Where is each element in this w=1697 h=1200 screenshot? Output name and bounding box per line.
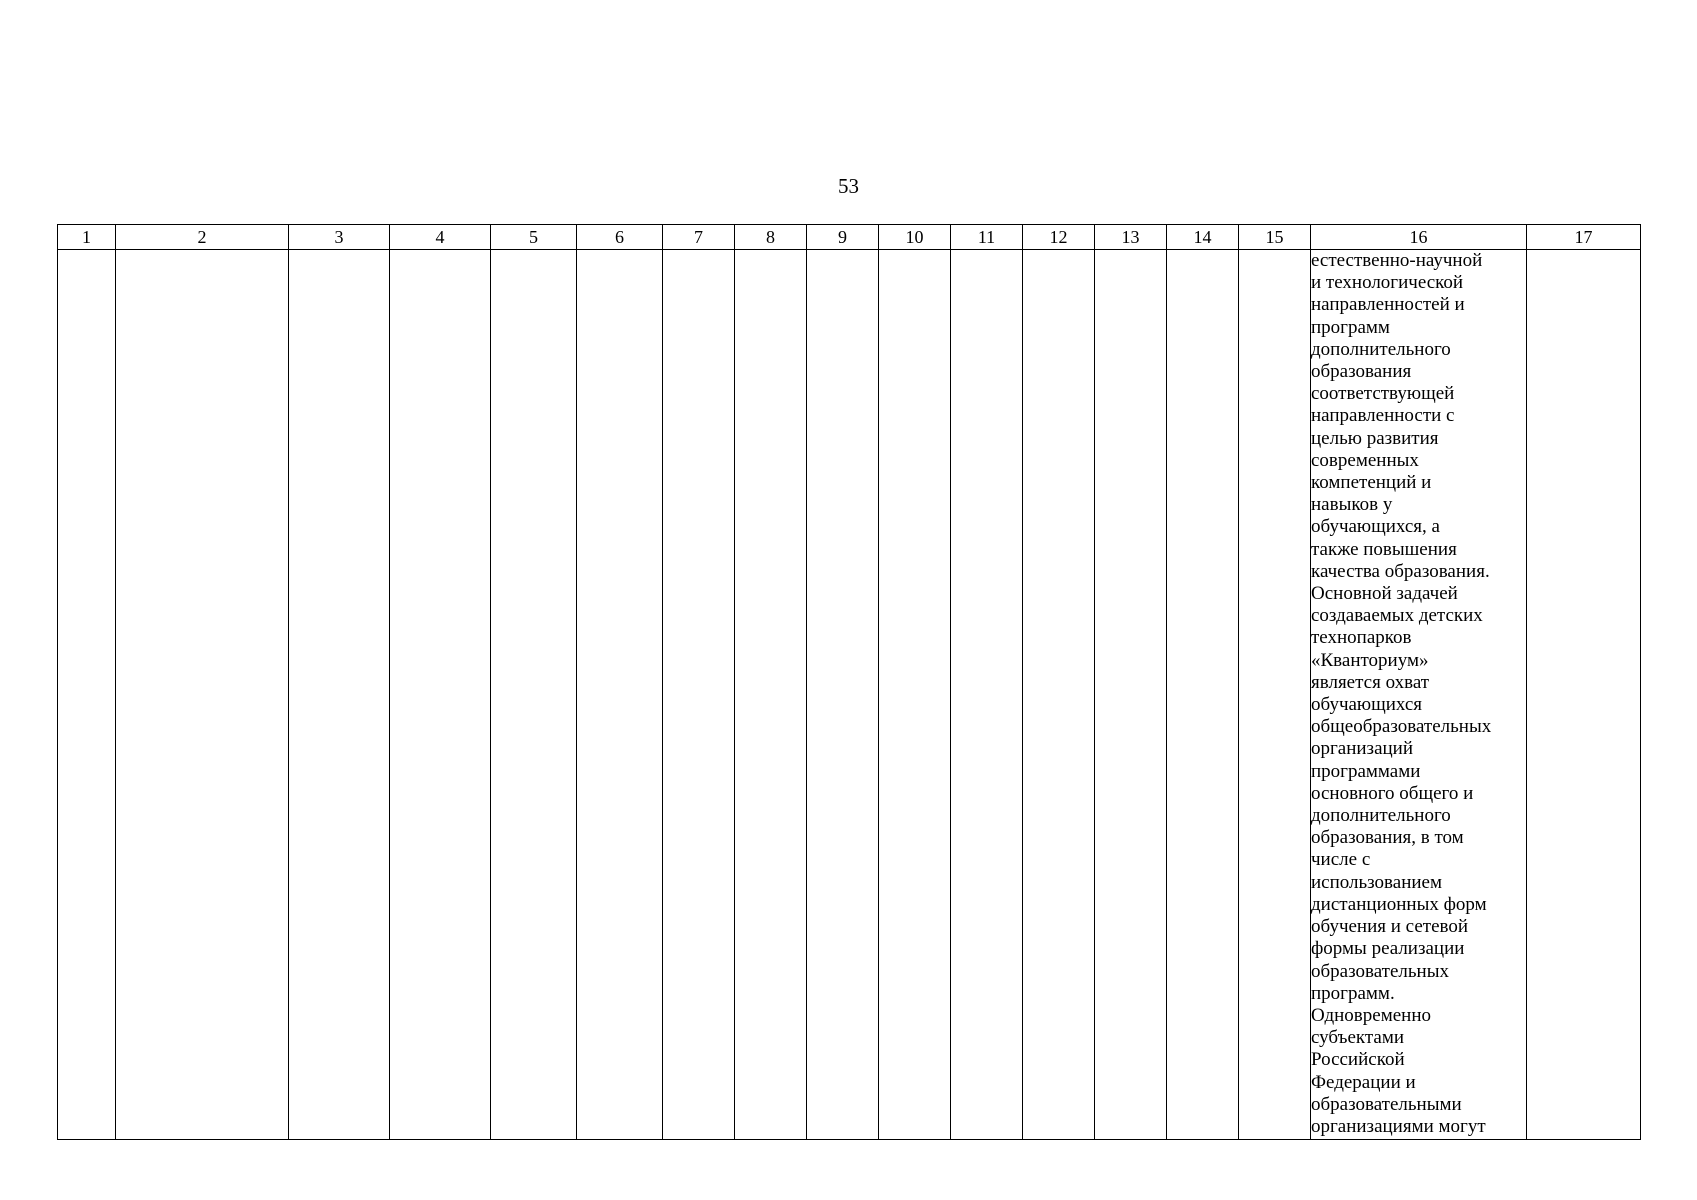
column-header-4: 4 [390,225,491,250]
header-row [58,225,1641,250]
column-header-8: 8 [735,225,807,250]
column-header-12: 12 [1023,225,1095,250]
column-header-3: 3 [289,225,390,250]
column-header-9: 9 [807,225,879,250]
table-cell-11 [951,250,1023,1140]
table-cell-2 [116,250,289,1140]
column-16-text: естественно-научной и технологической направленностей и программ дополнительного образования соответствующей направленности с целью развития современных компетенций и навыков у обучающихся, а также повышения качества образования. Основной задачей создаваемых детских технопарков «Кванториум» является охват обучающихся общеобразовательных организаций программами основного общего и дополнительного образования, в том числе с использованием дистанционных форм обучения и сетевой формы реализации образовательных программ. Одновременно субъектами Российской Федерации и образовательными организациями могут [1311,250,1492,1137]
column-header-13: 13 [1095,225,1167,250]
table-cell-6 [577,250,663,1140]
column-header-6: 6 [577,225,663,250]
data-table [57,224,1641,1140]
table-cell-15 [1239,250,1311,1140]
table-row [58,250,1641,1140]
column-header-15: 15 [1239,225,1311,250]
column-header-1: 1 [58,225,116,250]
table-cell-8 [735,250,807,1140]
table-cell-7 [663,250,735,1140]
column-header-7: 7 [663,225,735,250]
table-cell-17 [1527,250,1641,1140]
table-cell-1 [58,250,116,1140]
table-cell-12 [1023,250,1095,1140]
table-cell-9 [807,250,879,1140]
table-cell-4 [390,250,491,1140]
table-cell-3 [289,250,390,1140]
table-cell-13 [1095,250,1167,1140]
column-header-10: 10 [879,225,951,250]
column-header-17: 17 [1527,225,1641,250]
column-header-14: 14 [1167,225,1239,250]
column-header-2: 2 [116,225,289,250]
column-header-11: 11 [951,225,1023,250]
column-header-5: 5 [491,225,577,250]
column-header-16: 16 [1311,225,1527,250]
table-cell-5 [491,250,577,1140]
table-cell-14 [1167,250,1239,1140]
table-cell-16 [1311,250,1527,1140]
page-number: 53 [838,174,859,198]
table-cell-10 [879,250,951,1140]
